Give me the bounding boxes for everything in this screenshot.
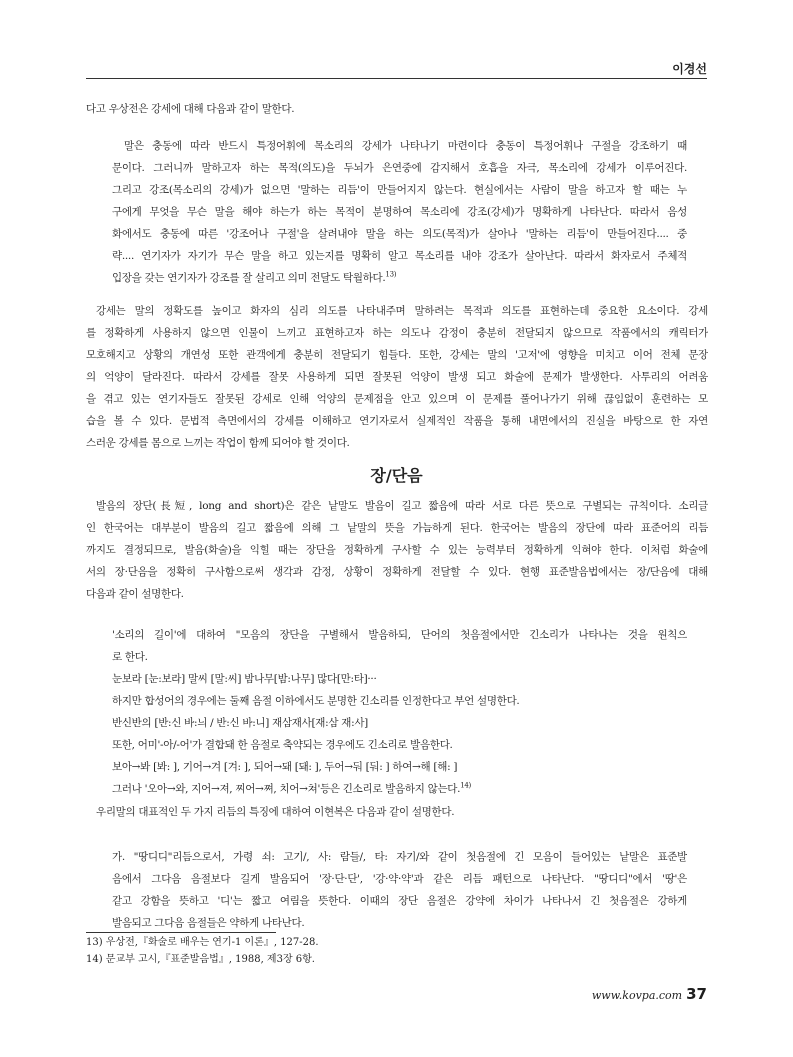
quote3-line: 음에서 그다음 음절보다 길게 발음되어 '장·단·단', '강·약·약'과 같은 리듬 패턴으로 나타난다. "땅디디"에서 '땅'은 [112,873,687,885]
quote2-line: 로 한다. [112,651,148,663]
para1-line: 를 정확하게 사용하지 않으면 인물이 느끼고 표현하고자 하는 의도나 감정이 충분히 전달되지 않으므로 작품에서의 캐릭터가 [86,327,708,339]
quote1-line: 말은 충동에 따라 반드시 특정어휘에 목소리의 강세가 나타나기 마련이다 충동이 특정어휘나 구절을 강조하기 때 [124,140,687,152]
quote1-last-text: 입장을 갖는 연기자가 강조를 잘 살리고 의미 전달도 탁월하다. [112,272,386,284]
para2-line: 서의 장·단음을 정확히 구사함으로써 생각과 감정, 상황이 정확하게 전달할 수 있다. 현행 표준발음법에서는 장/단음에 대해 [86,566,708,578]
para2-line: 다음과 같이 설명한다. [86,588,184,600]
quote1-line: 문이다. 그러니까 말하고자 하는 목적(의도)을 두뇌가 은연중에 감지해서 호흡을 자극, 목소리에 강세가 이루어진다. [112,162,687,174]
quote1-line-last [112,267,687,289]
header-author: 이경선 [672,62,707,76]
para2-line: 까지도 결정되므로, 발음(화술)을 익힐 때는 장단을 정확하게 구사할 수 있는 능력부터 정확하게 익혀야 한다. 이처럼 화술에 [86,544,708,556]
footnote-ref-13: 13) [385,270,397,279]
quote1-line: 구에게 무엇을 무슨 말을 해야 하는가 하는 목적이 분명하여 목소리에 강조(강세)가 명확하게 나타난다. 따라서 음성 [112,206,687,218]
footnote-rule [86,932,276,933]
para1-line: 습을 볼 수 있다. 문법적 측면에서의 강세를 이해하고 연기자로서 실제적인 작품을 통해 내면에서의 진실을 바탕으로 한 자연 [86,415,708,427]
paragraph-stress [86,300,708,454]
quote2-line: '소리의 길이'에 대하여 "모음의 장단을 구별해서 발음하되, 단어의 첫음절에서만 긴소리가 나타나는 것을 원칙으 [112,629,687,641]
section-title: 장/단음 [370,466,423,485]
quote2-line: 또한, 어미'-아/-어'가 결합돼 한 음절로 축약되는 경우에도 긴소리로 발음한다. [112,739,453,751]
quote-block-3 [112,846,687,934]
para1-line: 강세는 말의 정확도를 높이고 화자의 심리 의도를 나타내주며 말하려는 목적과 의도를 표현하는데 중요한 요소이다. 강세 [96,305,708,317]
footnote-13: 13) 우상전,『화술로 배우는 연기-1 이론』, 127-28. [86,937,319,948]
quote1-line: 그리고 강조(목소리의 강세)가 없으면 '말하는 리듬'이 만들어지지 않는다. 현실에서는 사람이 말을 하고자 할 때는 누 [112,184,687,196]
quote2-line: 눈보라 [눈:보라] 말씨 [말:씨] 밤나무[밤:나무] 많다[만:타]··· [112,673,377,685]
quote2-line: 하지만 합성어의 경우에는 둘째 음절 이하에서도 분명한 긴소리를 인정한다고 부언 설명한다. [112,695,520,707]
page-number: 37 [686,985,707,1003]
para1-line: 의 억양이 달라진다. 따라서 강세를 잘못 사용하게 되면 잘못된 억양이 발생 되고 화술에 문제가 발생한다. 사투리의 어려움 [86,371,708,383]
page-footer [592,985,707,1003]
quote-block-1 [112,135,687,289]
quote2-line: 보아→봐 [봐: ], 기어→겨 [겨: ], 되어→돼 [돼: ], 두어→둬 [둬: ] 하여→해 [해: ] [112,761,458,773]
para2-line: 인 한국어는 대부분이 발음의 길고 짧음에 의해 그 낱말의 뜻을 가늠하게 된다. 한국어는 발음의 장단에 따라 표준어의 리듬 [86,522,708,534]
quote3-line: 가. "땅디디"리듬으로서, 가령 쇠: 고기/, 사: 람들/, 타: 자기/와 같이 첫음절에 긴 모음이 들어있는 낱말은 표준발 [112,851,687,863]
para1-line: 을 겪고 있는 연기자들도 잘못된 강세로 인해 억양의 문제점을 안고 있으며 이 문제를 풀어나가기 위해 끊임없이 훈련하는 모 [86,393,708,405]
footnote-14: 14) 문교부 고시,『표준발음법』, 1988, 제3장 6항. [86,954,315,965]
intro-paragraph [86,98,708,120]
para1-line: 모호해지고 상황의 개연성 또한 관객에게 충분히 전달되기 힘들다. 또한, 강세는 말의 '고저'에 영향을 미치고 이어 전체 문장 [86,349,708,361]
footer-site: www.kovpa.com [591,989,683,1002]
para1-line: 스러운 강세를 몸으로 느끼는 작업이 함께 되어야 할 것이다. [86,437,350,449]
para3-line: 우리말의 대표적인 두 가지 리듬의 특징에 대하여 이현복은 다음과 같이 설명한다. [96,806,455,818]
quote2-line-last [112,778,687,800]
footnote-ref-14: 14) [460,781,471,790]
header-rule [86,78,707,79]
quote2-last-text: 그러나 '오아→와, 지어→져, 찌어→쪄, 치어→쳐'등은 긴소리로 발음하지 않는다. [112,783,461,795]
quote2-line: 반신반의 [반:신 바:늬 / 반:신 바:니] 재삼재사[재:삼 재:사] [112,717,368,729]
paragraph-rhythm-intro [86,801,708,823]
quote3-line: 발음되고 그다음 음절들은 약하게 나타난다. [112,917,305,929]
quote-block-2 [112,624,687,800]
para2-line: 발음의 장단(長短, long and short)은 같은 낱말도 발음이 길고 짧음에 따라 서로 다른 뜻으로 구별되는 규칙이다. 소리글 [96,500,708,512]
paragraph-length [86,495,708,605]
quote3-line: 같고 강함을 뜻하고 '디'는 짧고 여림을 뜻한다. 이때의 장단 음절은 강약에 차이가 나타나서 긴 첫음절은 강하게 [112,895,687,907]
intro-line: 다고 우상전은 강세에 대해 다음과 같이 말한다. [86,103,295,115]
quote1-line: 략.... 연기자가 자기가 무슨 말을 하고 있는지를 명확히 알고 목소리를 내야 강조가 살아난다. 따라서 화자로서 주체적 [112,250,687,262]
quote1-line: 화에서도 충동에 따른 '강조어나 구절'을 살려내야 말을 하는 의도(목적)가 살아나 '말하는 리듬'이 만들어진다.... 중 [112,228,687,240]
